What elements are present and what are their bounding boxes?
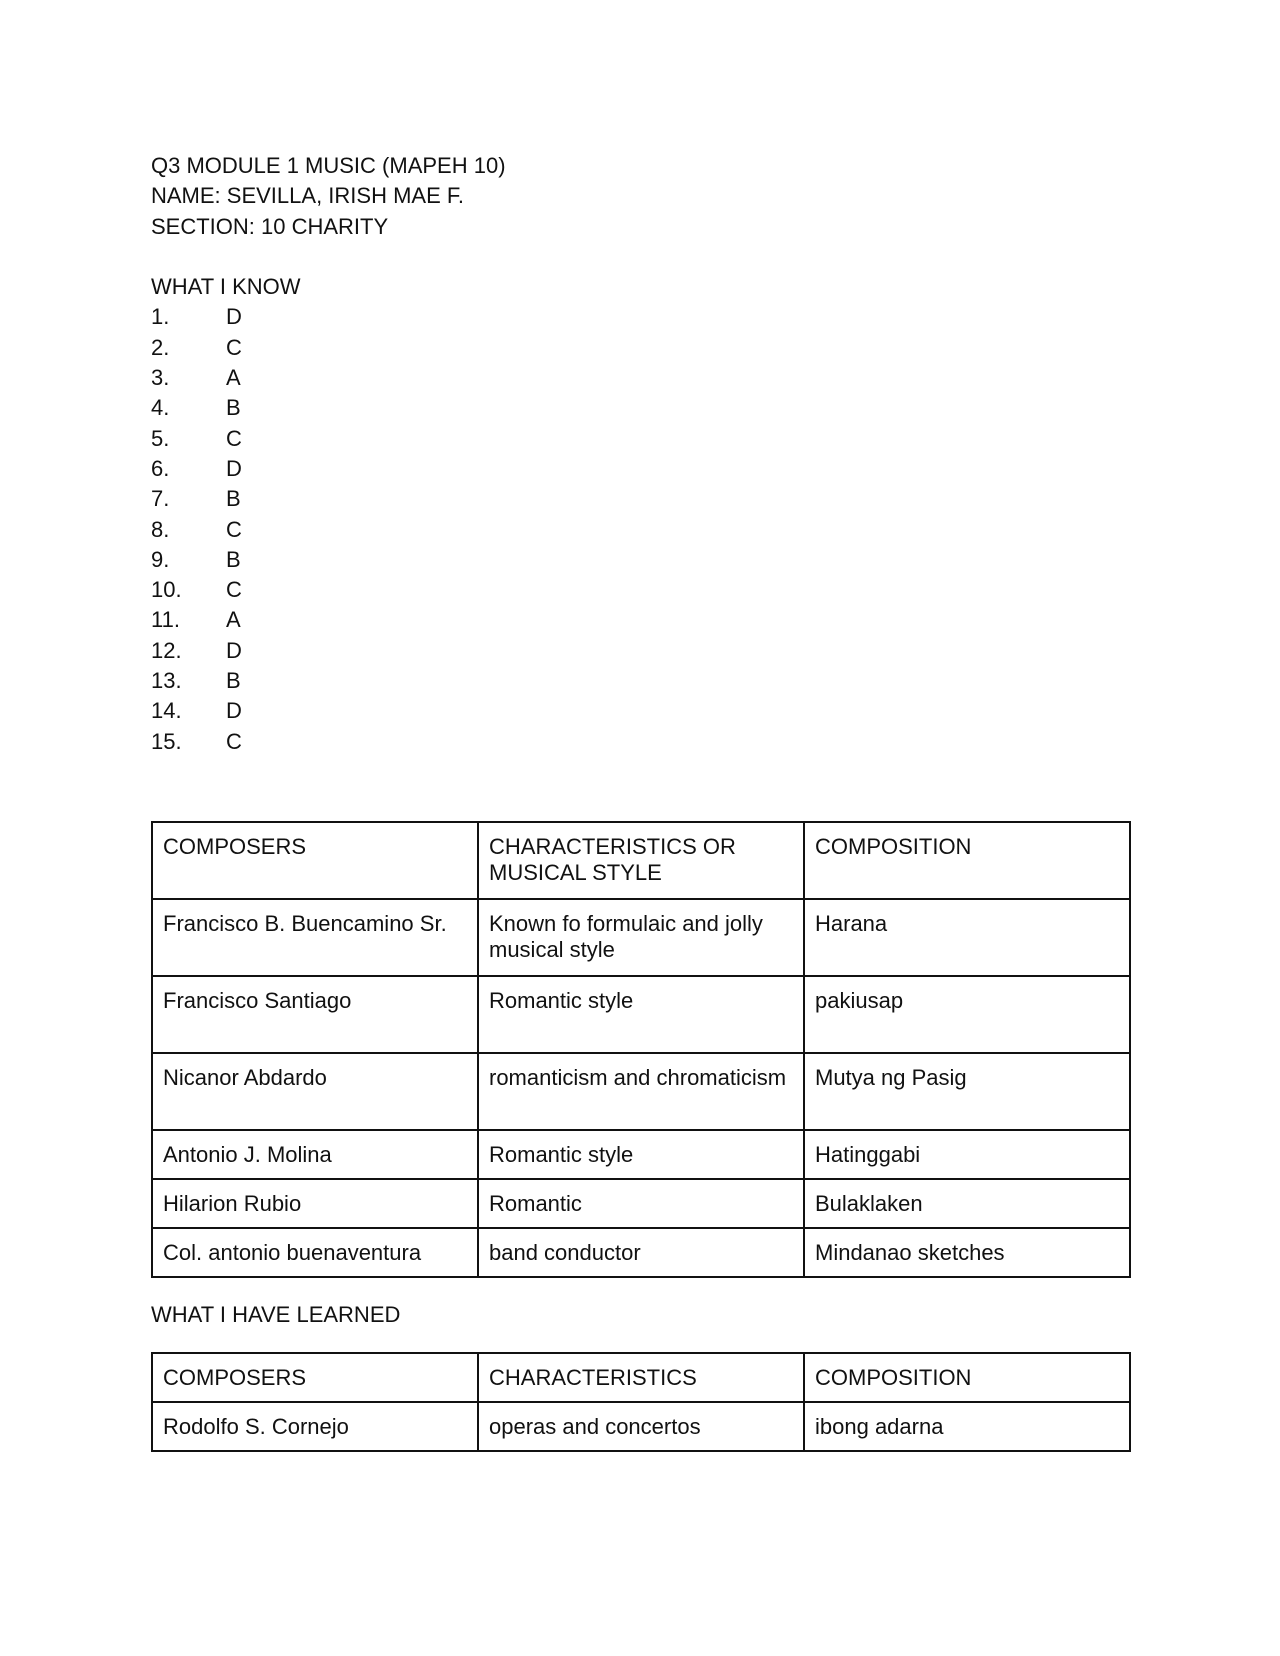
table-cell: band conductor (478, 1228, 804, 1277)
answer-number: 6. (151, 455, 170, 481)
table-cell: Francisco B. Buencamino Sr. (152, 899, 478, 976)
table-cell: Col. antonio buenaventura (152, 1228, 478, 1277)
blank-line (151, 242, 1131, 272)
table-row (152, 1402, 1130, 1451)
answer-number: 14. (151, 698, 182, 724)
spacer (151, 1330, 1131, 1352)
answer-item (151, 636, 1131, 666)
answer-item (151, 727, 1131, 757)
table-row (152, 899, 1130, 976)
answer-number: 9. (151, 546, 170, 572)
answer-number: 8. (151, 516, 170, 542)
document-title: Q3 MODULE 1 MUSIC (MAPEH 10) (151, 153, 506, 178)
answer-letter: D (226, 304, 242, 330)
document-page (151, 151, 1131, 1452)
table-header-row (152, 1353, 1130, 1402)
answer-number: 5. (151, 425, 170, 451)
answer-number: 7. (151, 486, 170, 512)
answer-number: 15. (151, 728, 182, 754)
answer-letter: A (226, 607, 241, 633)
answer-number: 13. (151, 668, 182, 694)
header-cell-characteristics: CHARACTERISTICS (478, 1353, 804, 1402)
table-row (152, 1053, 1130, 1130)
learned-table (151, 1352, 1131, 1452)
header-cell-composers: COMPOSERS (152, 1353, 478, 1402)
answer-letter: B (226, 486, 241, 512)
answer-item (151, 575, 1131, 605)
header-cell-composition: COMPOSITION (804, 822, 1130, 899)
table-cell: Harana (804, 899, 1130, 976)
answer-item (151, 302, 1131, 332)
answer-letter: C (226, 334, 242, 360)
answer-number: 12. (151, 637, 182, 663)
answer-letter: D (226, 637, 242, 663)
table-cell: Hilarion Rubio (152, 1179, 478, 1228)
what-i-have-learned-heading: WHAT I HAVE LEARNED (151, 1301, 401, 1327)
table-cell: Bulaklaken (804, 1179, 1130, 1228)
answer-number: 10. (151, 577, 182, 603)
what-i-know-heading: WHAT I KNOW (151, 274, 301, 300)
answer-letter: C (226, 425, 242, 451)
table-cell: pakiusap (804, 976, 1130, 1053)
table-cell: Romantic (478, 1179, 804, 1228)
table-cell: Francisco Santiago (152, 976, 478, 1053)
table-header-row (152, 822, 1130, 899)
table-cell: romanticism and chromaticism (478, 1053, 804, 1130)
table-row (152, 1130, 1130, 1179)
answer-number: 4. (151, 395, 170, 421)
answer-item (151, 696, 1131, 726)
table-cell: Romantic style (478, 1130, 804, 1179)
answer-item (151, 545, 1131, 575)
answer-letter: D (226, 455, 242, 481)
table-cell: Rodolfo S. Cornejo (152, 1402, 478, 1451)
answer-letter: B (226, 546, 241, 572)
table-row (152, 1179, 1130, 1228)
answer-letter: A (226, 365, 241, 391)
answer-item (151, 666, 1131, 696)
table-row (152, 976, 1130, 1053)
answer-letter: C (226, 516, 242, 542)
answer-list (151, 302, 1131, 756)
answer-letter: C (226, 728, 242, 754)
answer-letter: C (226, 577, 242, 603)
answer-item (151, 605, 1131, 635)
student-name: NAME: SEVILLA, IRISH MAE F. (151, 183, 464, 209)
table-cell: Known fo formulaic and jolly musical style (478, 899, 804, 976)
table-cell: Mindanao sketches (804, 1228, 1130, 1277)
table-cell: Nicanor Abdardo (152, 1053, 478, 1130)
table-cell: Antonio J. Molina (152, 1130, 478, 1179)
header-cell-characteristics: CHARACTERISTICS OR MUSICAL STYLE (478, 822, 804, 899)
header-cell-composition: COMPOSITION (804, 1353, 1130, 1402)
answer-item (151, 363, 1131, 393)
header-cell-composers: COMPOSERS (152, 822, 478, 899)
table-cell: Hatinggabi (804, 1130, 1130, 1179)
answer-number: 2. (151, 334, 170, 360)
answer-number: 11. (151, 607, 180, 633)
answer-item (151, 454, 1131, 484)
table-cell: Romantic style (478, 976, 804, 1053)
table-row (152, 1228, 1130, 1277)
answer-number: 1. (151, 304, 170, 330)
answer-letter: B (226, 668, 241, 694)
spacer (151, 757, 1131, 821)
table-cell: Mutya ng Pasig (804, 1053, 1130, 1130)
answer-item (151, 424, 1131, 454)
answer-item (151, 333, 1131, 363)
answer-item (151, 515, 1131, 545)
answer-item (151, 393, 1131, 423)
answer-number: 3. (151, 365, 170, 391)
answer-letter: B (226, 395, 241, 421)
table-cell: ibong adarna (804, 1402, 1130, 1451)
answer-letter: D (226, 698, 242, 724)
student-section: SECTION: 10 CHARITY (151, 213, 389, 239)
composers-table (151, 821, 1131, 1278)
answer-item (151, 484, 1131, 514)
table-cell: operas and concertos (478, 1402, 804, 1451)
